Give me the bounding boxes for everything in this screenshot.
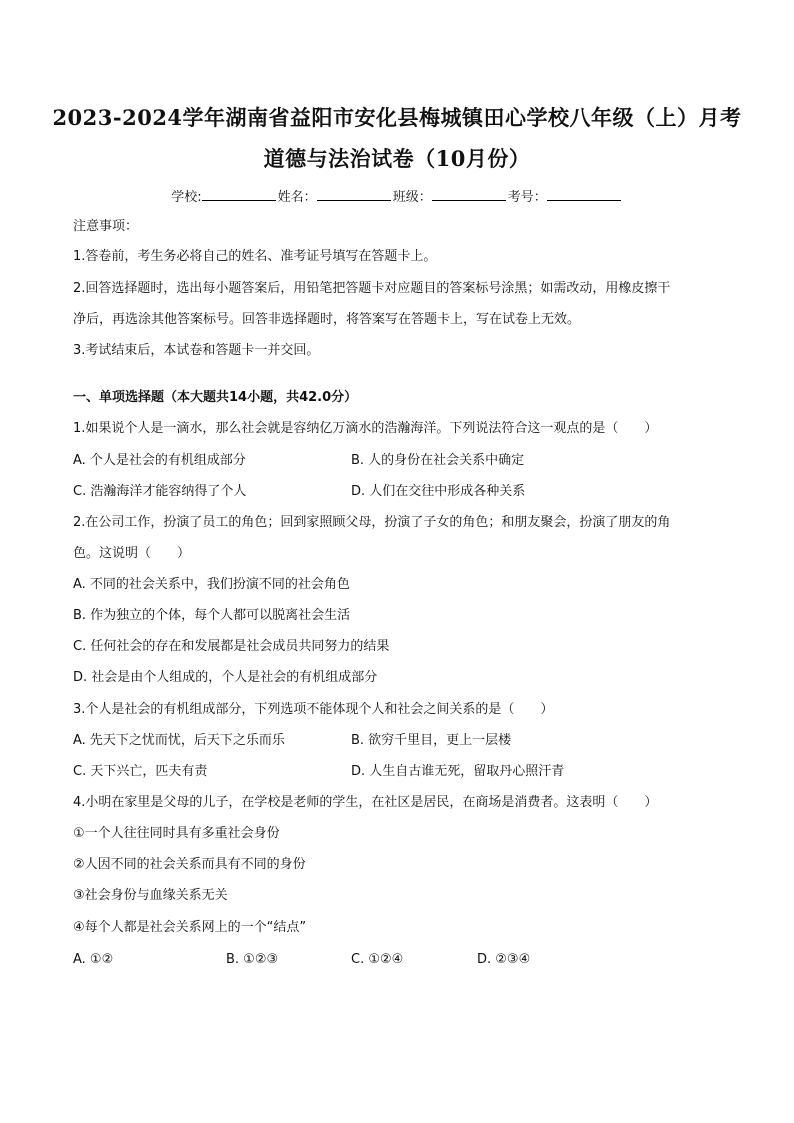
question-2-option-d: D. 社会是由个人组成的，个人是社会的有机组成部分	[73, 670, 378, 685]
question-4-statement: ④每个人都是社会关系网上的一个“结点”	[73, 920, 307, 935]
school-blank	[202, 186, 276, 201]
exam-title-line2: 道德与法治试卷（10月份）	[263, 146, 531, 171]
question-2-stem: 2.在公司工作，扮演了员工的角色；回到家照顾父母，扮演了子女的角色；和朋友聚会，扮演了朋友的角	[73, 515, 671, 530]
class-blank	[432, 186, 506, 201]
notice-item: 净后，再选涂其他答案标号。回答非选择题时，将答案写在答题卡上，写在试卷上无效。	[73, 312, 581, 327]
question-4-statement: ③社会身份与血缘关系无关	[73, 888, 228, 903]
question-4-stem: 4.小明在家里是父母的儿子，在学校是老师的学生，在社区是居民，在商场是消费者。这表明（ ）	[73, 795, 658, 810]
question-4-statement: ①一个人往往同时具有多重社会身份	[73, 826, 280, 841]
question-1-option-c: C. 浩瀚海洋才能容纳得了个人	[73, 484, 247, 499]
question-2-stem-cont: 色。这说明（ ）	[73, 546, 191, 561]
notice-item: 2.回答选择题时，选出每小题答案后，用铅笔把答题卡对应题目的答案标号涂黑；如需改动，用橡皮擦干	[73, 281, 671, 296]
name-label: 姓名：	[277, 190, 317, 205]
question-3-option-c: C. 天下兴亡，匹夫有责	[73, 764, 208, 779]
question-4-option-d: D. ②③④	[477, 952, 531, 967]
question-2-option-c: C. 任何社会的存在和发展都是社会成员共同努力的结果	[73, 639, 390, 654]
question-4-option-a: A. ①②	[73, 952, 114, 967]
question-3-stem: 3.个人是社会的有机组成部分，下列选项不能体现个人和社会之间关系的是（ ）	[73, 702, 554, 717]
student-info-row	[0, 186, 794, 208]
question-4-statement: ②人因不同的社会关系而具有不同的身份	[73, 857, 306, 872]
school-label: 学校:	[171, 190, 202, 205]
question-3-option-d: D. 人生自古谁无死，留取丹心照汗青	[351, 764, 565, 779]
exam-no-label: 考号：	[507, 190, 547, 205]
exam-no-blank	[547, 186, 621, 201]
question-1-option-a: A. 个人是社会的有机组成部分	[73, 453, 246, 468]
name-blank	[317, 186, 391, 201]
question-4-option-c: C. ①②④	[351, 952, 404, 967]
notice-item: 1.答卷前，考生务必将自己的姓名、准考证号填写在答题卡上。	[73, 249, 437, 264]
question-1-option-d: D. 人们在交往中形成各种关系	[351, 484, 526, 499]
notice-item: 3.考试结束后，本试卷和答题卡一并交回。	[73, 343, 320, 358]
exam-title-line1: 2023-2024学年湖南省益阳市安化县梅城镇田心学校八年级（上）月考	[52, 105, 742, 130]
notice-heading: 注意事项：	[73, 219, 139, 234]
question-2-option-a: A. 不同的社会关系中，我们扮演不同的社会角色	[73, 577, 350, 592]
question-3-option-b: B. 欲穷千里目，更上一层楼	[351, 733, 512, 748]
question-1-option-b: B. 人的身份在社会关系中确定	[351, 453, 525, 468]
question-3-option-a: A. 先天下之忧而忧，后天下之乐而乐	[73, 733, 285, 748]
question-1-stem: 1.如果说个人是一滴水，那么社会就是容纳亿万滴水的浩瀚海洋。下列说法符合这一观点的是（ ）	[73, 421, 658, 436]
section-heading: 一、单项选择题（本大题共14小题，共42.0分）	[73, 390, 358, 405]
question-4-option-b: B. ①②③	[226, 952, 279, 967]
class-label: 班级：	[392, 190, 432, 205]
question-2-option-b: B. 作为独立的个体，每个人都可以脱离社会生活	[73, 608, 351, 623]
